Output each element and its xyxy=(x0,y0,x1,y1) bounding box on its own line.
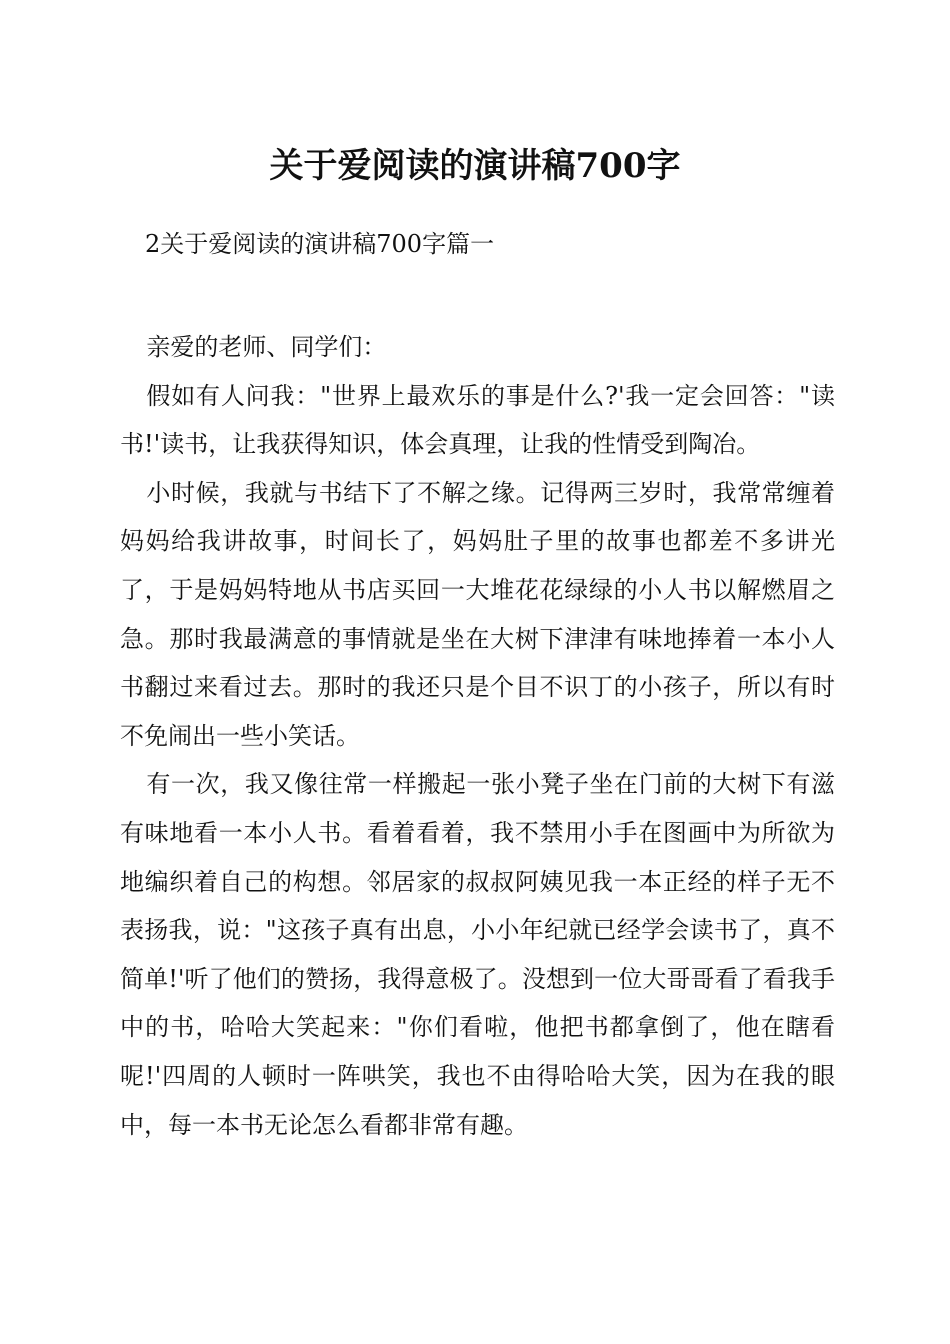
document-title: 关于爱阅读的演讲稿700字 xyxy=(269,146,681,186)
paragraph-childhood: 小时候，我就与书结下了不解之缘。记得两三岁时，我常常缠着妈妈给我讲故事，时间长了，妈妈肚子里的故事也都差不多讲光了，于是妈妈特地从书店买回一大堆花花绿绿的小人书以解燃眉之急。那时我最满意的事情就是坐在大树下津津有味地捧着一本小人书翻过来看过去。那时的我还只是个目不识丁的小孩子，所以有时不免闹出一些小笑话。 xyxy=(120,478,835,750)
document-body xyxy=(120,323,835,1149)
paragraph-question: 假如有人问我："世界上最欢乐的事是什么?'我一定会回答："读书!'读书，让我获得知识，体会真理，让我的性情受到陶冶。 xyxy=(120,381,835,459)
paragraph-anecdote: 有一次，我又像往常一样搬起一张小凳子坐在门前的大树下有滋有味地看一本小人书。看着看着，我不禁用小手在图画中为所欲为地编织着自己的构想。邻居家的叔叔阿姨见我一本正经的样子无不表扬我，说："这孩子真有出息，小小年纪就已经学会读书了，真不简单!'听了他们的赞扬，我得意极了。没想到一位大哥哥看了看我手中的书，哈哈大笑起来："你们看啦，他把书都拿倒了，他在瞎看呢!'四周的人顿时一阵哄笑，我也不由得哈哈大笑，因为在我的眼中，每一本书无论怎么看都非常有趣。 xyxy=(120,770,835,1139)
document-subtitle: 2关于爱阅读的演讲稿700字篇一 xyxy=(145,230,495,258)
paragraph-greeting: 亲爱的老师、同学们： xyxy=(146,333,387,361)
